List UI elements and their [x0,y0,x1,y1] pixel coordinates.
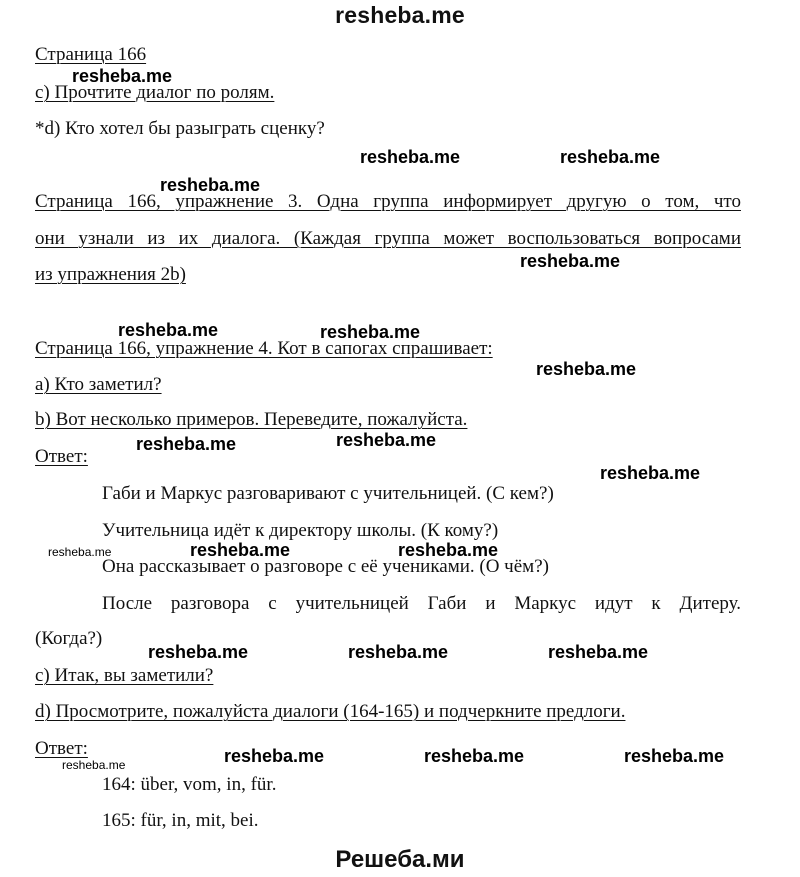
watermark: resheba.me [520,251,621,271]
answer-165: 165: für, in, mit, bei. [102,810,259,831]
watermark: resheba.me [398,540,499,560]
watermark: resheba.me [424,746,525,766]
watermark: resheba.me [624,746,725,766]
watermark: resheba.me [348,642,449,662]
watermark: resheba.me [118,320,219,340]
watermark: resheba.me [360,147,461,167]
site-footer: Решеба.ми [335,846,465,873]
task-c-read: c) Прочтите диалог по ролям. [35,82,275,103]
exercise-4-heading: Страница 166, упражнение 4. Кот в сапогах спрашивает: [35,338,493,359]
task-4b: b) Вот несколько примеров. Переведите, пожалуйста. [35,409,468,430]
task-d-who: *d) Кто хотел бы разыграть сценку? [35,118,325,139]
answer-label-2: Ответ: [35,738,88,759]
watermark: resheba.me [336,430,437,450]
page-166-heading: Страница 166 [35,44,147,65]
answer-sentence-4-line-2: (Когда?) [35,628,103,649]
watermark: resheba.me [136,434,237,454]
watermark-small: resheba.me [62,758,126,772]
task-4d: d) Просмотрите, пожалуйста диалоги (164-165) и подчеркните предлоги. [35,701,626,722]
watermark: resheba.me [548,642,649,662]
watermark: resheba.me [600,463,701,483]
watermark: resheba.me [320,322,421,342]
watermark: resheba.me [560,147,661,167]
watermark: resheba.me [160,175,261,195]
answer-164: 164: über, vom, in, für. [102,774,277,795]
task-4c: c) Итак, вы заметили? [35,665,214,686]
site-header: resheba.me [335,2,465,28]
watermark: resheba.me [224,746,325,766]
answer-sentence-2: Учительница идёт к директору школы. (К кому?) [102,520,499,541]
exercise-3-line-2: они узнали из их диалога. (Каждая группа может воспользоваться вопросами [35,228,741,249]
watermark: resheba.me [148,642,249,662]
watermark: resheba.me [72,66,173,86]
watermark: resheba.me [190,540,291,560]
answer-label-1: Ответ: [35,446,88,467]
watermark-small: resheba.me [48,545,112,559]
answer-sentence-3: Она рассказывает о разговоре с её учениками. (О чём?) [102,556,549,577]
watermark: resheba.me [536,359,637,379]
exercise-3-line-3: из упражнения 2b) [35,264,186,285]
answer-sentence-4-line-1: После разговора с учительницей Габи и Маркус идут к Дитеру. [102,593,741,614]
exercise-3-line-1: Страница 166, упражнение 3. Одна группа информирует другую о том, что [35,191,741,212]
answer-sentence-1: Габи и Маркус разговаривают с учительницей. (С кем?) [102,483,554,504]
task-4a: a) Кто заметил? [35,374,162,395]
